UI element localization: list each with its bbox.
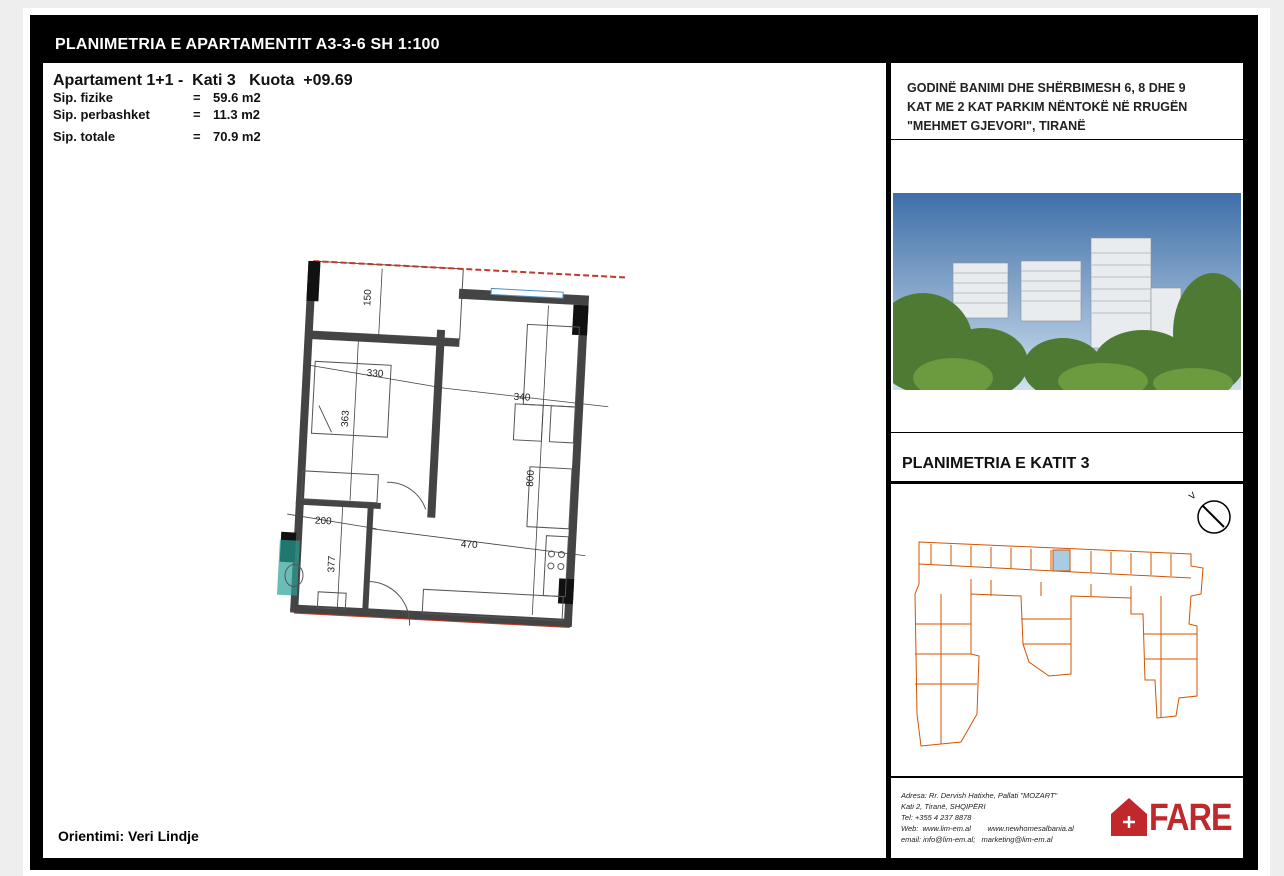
floor-plan-title: PLANIMETRIA E KATIT 3 xyxy=(902,455,1090,472)
dim-label: 330 xyxy=(366,368,384,380)
north-arrow-needle xyxy=(1203,506,1224,527)
area-equals: = xyxy=(193,90,201,105)
area-equals: = xyxy=(193,129,201,144)
armchair xyxy=(513,404,543,441)
dim-label: 200 xyxy=(314,515,332,528)
hob-burner xyxy=(558,563,564,569)
dim-label: 800 xyxy=(524,469,537,488)
sheet-title: PLANIMETRIA E APARTAMENTIT A3-3-6 SH 1:100 xyxy=(55,36,440,53)
floor-key-plan xyxy=(891,484,1243,776)
wall-south xyxy=(290,604,572,627)
contact-web: Web: www.lim-em.al www.newhomesalbania.al xyxy=(901,824,1074,833)
area-equals: = xyxy=(193,107,201,122)
keyplan-outline xyxy=(915,542,1203,746)
dim-line xyxy=(379,269,383,337)
contact-info xyxy=(901,790,1121,845)
area-value: 70.9 m2 xyxy=(213,129,261,144)
outer-edge-top xyxy=(313,261,625,277)
dim-label: 340 xyxy=(513,391,531,404)
area-value: 11.3 m2 xyxy=(213,107,260,122)
project-title-line: "MEHMET GJEVORI", TIRANË xyxy=(907,119,1086,133)
dim-line xyxy=(350,341,358,501)
dim-line xyxy=(337,503,343,610)
contact-address: Adresa: Rr. Dervish Hatixhe, Pallati "MOZART" xyxy=(901,791,1058,800)
floorplan-panel xyxy=(43,63,886,858)
dim-line xyxy=(532,305,548,615)
building-render-image xyxy=(893,193,1241,390)
project-title xyxy=(907,79,1237,136)
sofa xyxy=(523,324,579,407)
north-label: V xyxy=(1186,490,1198,502)
project-title-line: GODINË BANIMI DHE SHËRBIMESH 6, 8 DHE 9 xyxy=(907,81,1186,95)
wall-bathroom-side xyxy=(362,502,374,612)
column xyxy=(306,261,320,302)
title-block xyxy=(891,63,1243,858)
contact-address-2: Kati 2, Tiranë, SHQIPËRI xyxy=(901,802,986,811)
dim-label: 470 xyxy=(460,539,478,552)
dim-label: 377 xyxy=(326,555,339,573)
area-label: Sip. fizike xyxy=(53,90,113,105)
project-header xyxy=(891,63,1243,140)
divider xyxy=(891,776,1243,778)
door-swing xyxy=(386,482,427,509)
divider xyxy=(891,432,1243,433)
balcony-outline xyxy=(310,261,463,339)
side-table xyxy=(549,406,575,443)
fare-logo-icon xyxy=(1109,796,1149,838)
fare-logo-text: FARE xyxy=(1149,797,1232,839)
contact-phone: Tel: +355 4 237 8878 xyxy=(901,813,972,822)
wall-east xyxy=(564,305,589,625)
hob-burner xyxy=(548,563,554,569)
dim-label: 363 xyxy=(339,410,352,428)
apartment-heading: Apartament 1+1 - Kati 3 Kuota +09.69 xyxy=(53,72,353,89)
wardrobe xyxy=(301,471,378,503)
floorplan-drawing xyxy=(276,260,625,636)
area-value: 59.6 m2 xyxy=(213,90,261,105)
apartment-floorplan xyxy=(43,63,886,823)
area-label: Sip. perbashket xyxy=(53,107,150,122)
keyplan-unit-highlight xyxy=(1053,550,1070,571)
bed-sheet xyxy=(318,406,333,433)
contact-email: email: info@lim-em.al; marketing@lim-em.al xyxy=(901,835,1053,844)
column xyxy=(572,305,589,336)
orientation-note: Orientimi: Veri Lindje xyxy=(58,828,199,844)
dim-label: 150 xyxy=(362,289,375,307)
wall-bedroom-living xyxy=(427,330,445,518)
area-label: Sip. totale xyxy=(53,129,116,144)
project-title-line: KAT ME 2 KAT PARKIM NËNTOKË NË RRUGËN xyxy=(907,100,1188,114)
